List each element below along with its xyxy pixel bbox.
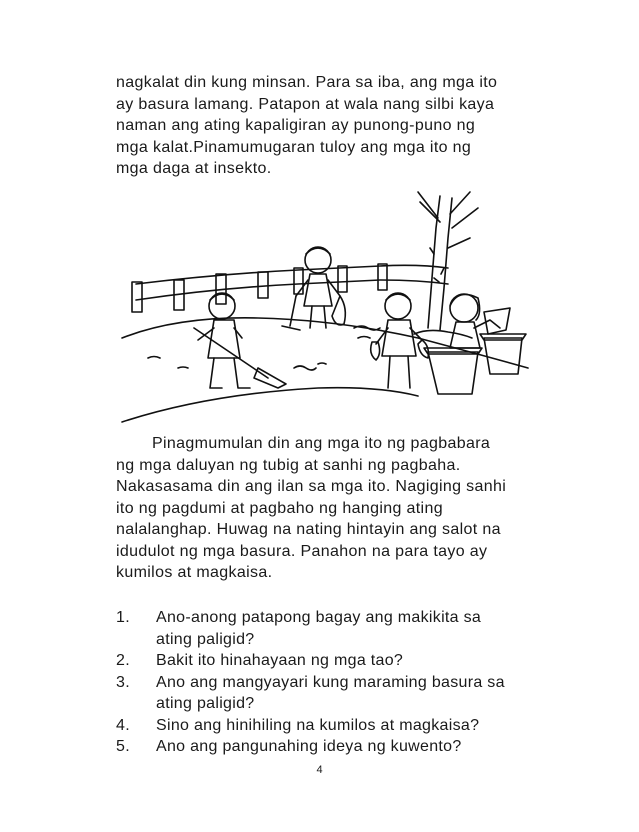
question-list xyxy=(116,607,586,758)
question-number: 5. xyxy=(116,738,130,755)
question-item xyxy=(116,715,586,737)
question-text xyxy=(116,672,586,715)
page-number: 4 xyxy=(316,764,323,776)
question-number: 1. xyxy=(116,609,130,626)
question-item xyxy=(116,607,586,650)
path-icon xyxy=(122,318,528,422)
question-text xyxy=(116,650,586,672)
question-number: 2. xyxy=(116,652,130,669)
question-line: Ano ang mangyayari kung maraming basura sa xyxy=(156,673,505,691)
question-item xyxy=(116,736,586,758)
question-line: Bakit ito hinahayaan ng mga tao? xyxy=(156,652,404,669)
question-line: Sino ang hinihiling na kumilos at magkaisa? xyxy=(156,716,480,734)
text-line: mga kalat.Pinamumugaran tuloy ang mga ito ng xyxy=(116,138,472,156)
text-line: Pinagmumulan din ang mga ito ng pagbabara xyxy=(152,435,491,452)
tree-icon xyxy=(414,192,478,338)
text-line: idudulot ng mga basura. Panahon na para tayo ay xyxy=(116,542,488,560)
paragraph-intro xyxy=(116,72,576,180)
question-text xyxy=(116,715,586,737)
question-item xyxy=(116,650,586,672)
question-text xyxy=(116,736,586,758)
boy-holding-trash-icon xyxy=(371,293,429,388)
question-item xyxy=(116,672,586,715)
fence-icon xyxy=(132,264,448,312)
text-line: mga daga at insekto. xyxy=(116,160,272,177)
question-text xyxy=(116,607,586,650)
text-line: naman ang ating kapaligiran ay punong-puno ng xyxy=(116,117,476,134)
text-line: ay basura lamang. Patapon at wala nang silbi kaya xyxy=(116,95,495,113)
question-number: 3. xyxy=(116,673,130,691)
boy-sweeping-icon xyxy=(194,293,316,388)
question-line: ating paligid? xyxy=(156,630,255,648)
text-line: ito ng pagdumi at pagbaho ng hanging ating xyxy=(116,499,443,517)
text-line: ng mga daluyan ng tubig at sanhi ng pagbaha. xyxy=(116,456,461,474)
question-line: Ano ang pangunahing ideya ng kuwento? xyxy=(156,738,462,755)
text-line: nalalanghap. Huwag na nating hintayin ang salot na xyxy=(116,521,501,538)
children-cleaning-illustration xyxy=(118,188,538,424)
paragraph-body xyxy=(116,433,576,584)
text-line: nagkalat din kung minsan. Para sa iba, ang mga ito xyxy=(116,74,498,91)
question-number: 4. xyxy=(116,716,130,734)
question-line: Ano-anong patapong bagay ang makikita sa xyxy=(156,609,482,626)
question-line: ating paligid? xyxy=(156,695,255,712)
text-line: Nakasasama din ang ilan sa mga ito. Nagiging sanhi xyxy=(116,478,507,495)
girl-with-dustpan-icon xyxy=(282,247,380,330)
text-line: kumilos at magkaisa. xyxy=(116,564,273,581)
